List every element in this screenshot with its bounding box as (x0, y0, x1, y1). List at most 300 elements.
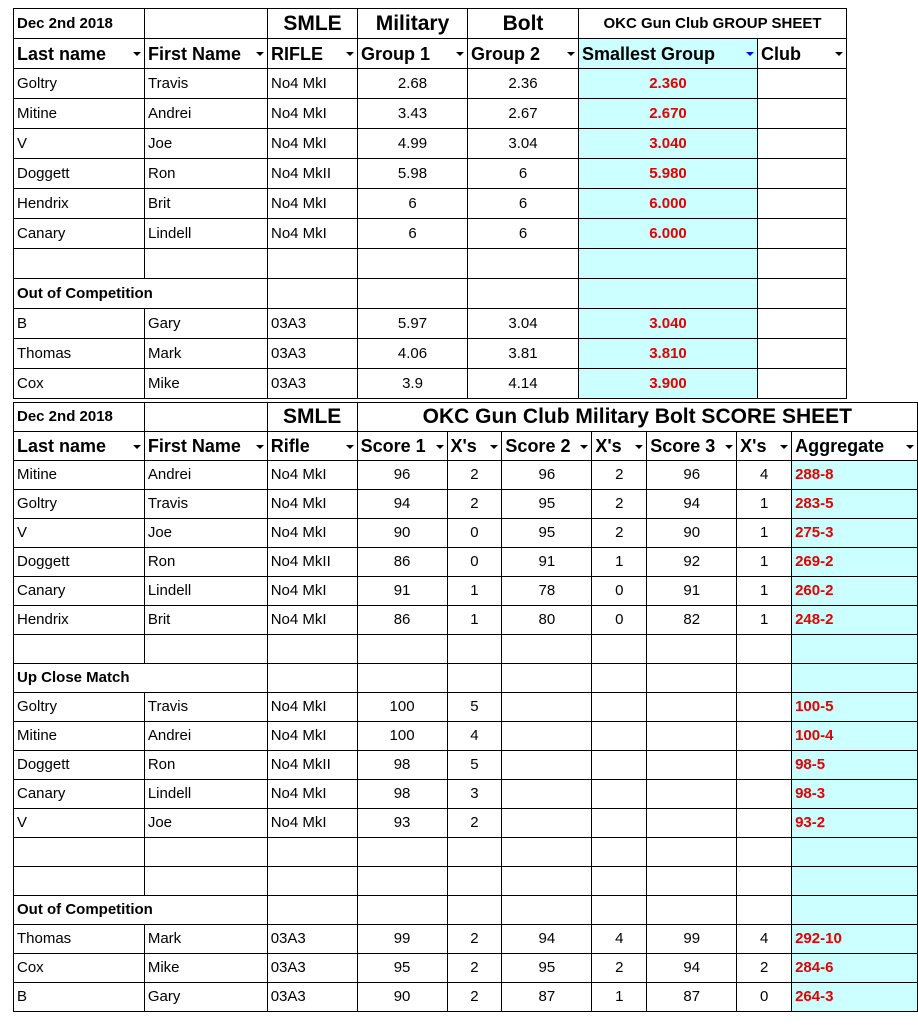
table-cell[interactable]: V (14, 809, 145, 838)
table-cell[interactable]: 288-8 (792, 461, 918, 490)
table-cell[interactable]: 95 (502, 954, 592, 983)
blank-cell[interactable] (357, 896, 447, 925)
table-cell[interactable]: 94 (357, 490, 447, 519)
filter-dropdown-icon[interactable] (344, 441, 355, 452)
table-cell[interactable]: 03A3 (267, 983, 357, 1012)
table-cell[interactable] (647, 809, 737, 838)
blank-cell[interactable] (267, 896, 357, 925)
table-cell[interactable]: Lindell (144, 577, 267, 606)
blank-cell[interactable] (502, 838, 592, 867)
table-cell[interactable]: 1 (592, 983, 647, 1012)
blank-cell[interactable] (737, 664, 792, 693)
blank-cell[interactable] (792, 867, 918, 896)
table-cell[interactable]: Joe (144, 519, 267, 548)
table-cell[interactable]: 5 (447, 693, 502, 722)
blank-cell[interactable] (647, 635, 737, 664)
column-header[interactable]: X's (737, 432, 792, 461)
table-cell[interactable]: 94 (647, 954, 737, 983)
table-cell[interactable] (502, 693, 592, 722)
table-cell[interactable]: 6 (468, 189, 579, 219)
blank-cell[interactable] (758, 279, 847, 309)
table-cell[interactable]: 4.99 (358, 129, 468, 159)
table-cell[interactable]: Mitine (14, 99, 145, 129)
table-cell[interactable]: Ron (145, 159, 268, 189)
table-cell[interactable]: No4 MkI (268, 189, 358, 219)
table-cell[interactable]: 98 (357, 780, 447, 809)
table-cell[interactable]: 95 (502, 490, 592, 519)
table-cell[interactable]: 87 (647, 983, 737, 1012)
table-cell[interactable] (502, 809, 592, 838)
blank-cell[interactable] (579, 279, 758, 309)
filter-dropdown-icon[interactable] (488, 441, 499, 452)
blank-cell[interactable] (592, 838, 647, 867)
table-cell[interactable] (758, 339, 847, 369)
table-cell[interactable]: 4 (447, 722, 502, 751)
table-cell[interactable]: Ron (144, 548, 267, 577)
table-cell[interactable]: 98-5 (792, 751, 918, 780)
table-cell[interactable]: 3.040 (579, 129, 758, 159)
table-cell[interactable]: B (14, 983, 145, 1012)
table-row (14, 577, 918, 606)
blank-cell[interactable] (145, 249, 268, 279)
table-cell[interactable]: No4 MkI (267, 606, 357, 635)
table-cell[interactable]: 03A3 (267, 954, 357, 983)
table-cell[interactable]: 1 (592, 548, 647, 577)
table-cell[interactable]: Andrei (144, 461, 267, 490)
table-cell[interactable]: 6.000 (579, 189, 758, 219)
table-cell[interactable]: 1 (447, 577, 502, 606)
column-header[interactable]: Group 2 (468, 39, 579, 69)
filter-dropdown-icon[interactable] (454, 48, 465, 59)
filter-dropdown-icon[interactable] (578, 441, 589, 452)
blank-cell[interactable] (468, 279, 579, 309)
table-cell[interactable] (737, 722, 792, 751)
table-cell[interactable]: 98-3 (792, 780, 918, 809)
table-cell[interactable]: 4 (592, 925, 647, 954)
blank-cell[interactable] (468, 249, 579, 279)
table-cell[interactable]: 0 (592, 577, 647, 606)
filter-dropdown-icon[interactable] (131, 441, 142, 452)
table-cell[interactable]: V (14, 129, 145, 159)
table-cell[interactable]: 2.670 (579, 99, 758, 129)
table-cell[interactable]: 3.04 (468, 129, 579, 159)
table-cell[interactable]: Travis (144, 693, 267, 722)
table-cell[interactable] (758, 99, 847, 129)
filter-dropdown-icon[interactable] (254, 48, 265, 59)
blank-cell[interactable] (447, 635, 502, 664)
table-cell[interactable]: 2 (592, 954, 647, 983)
table-cell[interactable] (758, 189, 847, 219)
table-cell[interactable] (592, 693, 647, 722)
table-cell[interactable]: Goltry (14, 490, 145, 519)
table-cell[interactable]: 5 (447, 751, 502, 780)
table-cell[interactable]: 4.06 (358, 339, 468, 369)
table-cell[interactable]: Canary (14, 577, 145, 606)
table-cell[interactable] (502, 722, 592, 751)
table-cell[interactable]: No4 MkI (267, 577, 357, 606)
table-cell[interactable]: Doggett (14, 159, 145, 189)
table-cell[interactable]: 86 (357, 606, 447, 635)
table-cell[interactable]: Travis (144, 490, 267, 519)
table-cell[interactable] (502, 780, 592, 809)
table-cell[interactable]: 03A3 (268, 339, 358, 369)
table-cell[interactable]: 275-3 (792, 519, 918, 548)
table-cell[interactable] (647, 693, 737, 722)
table-cell[interactable] (758, 69, 847, 99)
table-cell[interactable]: 91 (647, 577, 737, 606)
table-cell[interactable]: 292-10 (792, 925, 918, 954)
column-header[interactable]: Smallest Group (579, 39, 758, 69)
table-cell[interactable] (647, 780, 737, 809)
blank-cell[interactable] (758, 249, 847, 279)
blank-cell[interactable] (592, 896, 647, 925)
table-cell[interactable]: 2.68 (358, 69, 468, 99)
blank-cell[interactable] (592, 867, 647, 896)
blank-cell[interactable] (447, 664, 502, 693)
table-cell[interactable]: 1 (737, 519, 792, 548)
table-cell[interactable]: 91 (357, 577, 447, 606)
column-header[interactable]: Group 1 (358, 39, 468, 69)
blank-cell[interactable] (14, 867, 145, 896)
table-cell[interactable]: 260-2 (792, 577, 918, 606)
blank-cell[interactable] (737, 838, 792, 867)
filter-dropdown-icon[interactable] (344, 48, 355, 59)
table-cell[interactable]: Hendrix (14, 606, 145, 635)
blank-cell[interactable] (737, 896, 792, 925)
table-cell[interactable]: No4 MkI (268, 219, 358, 249)
column-header[interactable]: Score 2 (502, 432, 592, 461)
table-cell[interactable]: 03A3 (268, 369, 358, 399)
blank-cell[interactable] (357, 867, 447, 896)
table-cell[interactable]: Joe (145, 129, 268, 159)
table-cell[interactable]: 5.97 (358, 309, 468, 339)
blank-cell[interactable] (267, 867, 357, 896)
blank-cell[interactable] (144, 867, 267, 896)
blank-cell[interactable] (502, 896, 592, 925)
table-cell[interactable]: No4 MkI (267, 780, 357, 809)
table-cell[interactable]: Mike (144, 954, 267, 983)
table-cell[interactable]: Cox (14, 369, 145, 399)
blank-cell[interactable] (502, 664, 592, 693)
table-cell[interactable]: Canary (14, 780, 145, 809)
blank-cell[interactable] (737, 635, 792, 664)
column-header[interactable]: Rifle (267, 432, 357, 461)
table-cell[interactable]: 3.81 (468, 339, 579, 369)
table-cell[interactable]: Mitine (14, 722, 145, 751)
table-cell[interactable]: 87 (502, 983, 592, 1012)
table-cell[interactable]: Brit (144, 606, 267, 635)
table-cell[interactable]: 248-2 (792, 606, 918, 635)
table-cell[interactable]: 4 (737, 461, 792, 490)
table-cell[interactable]: Canary (14, 219, 145, 249)
blank-cell[interactable] (357, 635, 447, 664)
table-cell[interactable]: 0 (447, 519, 502, 548)
blank-cell[interactable] (647, 896, 737, 925)
table-cell[interactable]: No4 MkI (267, 519, 357, 548)
filter-dropdown-icon[interactable] (254, 441, 265, 452)
table-cell[interactable]: 2 (447, 954, 502, 983)
blank-cell[interactable] (579, 249, 758, 279)
table-cell[interactable]: 3.810 (579, 339, 758, 369)
table-cell[interactable]: 2 (447, 983, 502, 1012)
table-cell[interactable]: 2 (592, 519, 647, 548)
table-cell[interactable] (737, 809, 792, 838)
blank-cell[interactable] (647, 664, 737, 693)
table-cell[interactable]: 2 (592, 461, 647, 490)
blank-cell[interactable] (792, 838, 918, 867)
table-cell[interactable]: 284-6 (792, 954, 918, 983)
table-cell[interactable]: 95 (357, 954, 447, 983)
blank-cell[interactable] (267, 635, 357, 664)
blank-cell[interactable] (14, 838, 145, 867)
table-cell[interactable]: 6 (358, 189, 468, 219)
table-cell[interactable]: Andrei (145, 99, 268, 129)
table-cell[interactable]: No4 MkI (267, 490, 357, 519)
table-cell[interactable]: 90 (357, 519, 447, 548)
table-cell[interactable]: 94 (647, 490, 737, 519)
table-cell[interactable]: No4 MkII (268, 159, 358, 189)
table-cell[interactable] (758, 219, 847, 249)
table-cell[interactable]: 03A3 (268, 309, 358, 339)
table-cell[interactable]: Doggett (14, 751, 145, 780)
filter-dropdown-icon[interactable] (833, 48, 844, 59)
blank-cell[interactable] (358, 249, 468, 279)
blank-cell[interactable] (792, 896, 918, 925)
blank-cell[interactable] (447, 867, 502, 896)
column-header[interactable]: X's (447, 432, 502, 461)
table-cell[interactable]: Travis (145, 69, 268, 99)
blank-cell[interactable] (358, 279, 468, 309)
table-cell[interactable]: 4.14 (468, 369, 579, 399)
table-cell[interactable]: V (14, 519, 145, 548)
table-cell[interactable]: 86 (357, 548, 447, 577)
table-cell[interactable]: B (14, 309, 145, 339)
table-cell[interactable]: 1 (447, 606, 502, 635)
blank-cell[interactable] (592, 664, 647, 693)
column-header[interactable]: First Name (145, 39, 268, 69)
table-cell[interactable]: No4 MkII (267, 751, 357, 780)
table-cell[interactable]: 5.98 (358, 159, 468, 189)
table-row (14, 99, 847, 129)
table-cell[interactable]: 283-5 (792, 490, 918, 519)
column-header[interactable]: First Name (144, 432, 267, 461)
table-cell[interactable]: 3.9 (358, 369, 468, 399)
table-cell[interactable]: 96 (647, 461, 737, 490)
table-cell[interactable] (647, 751, 737, 780)
table-cell[interactable] (592, 809, 647, 838)
filter-dropdown-icon[interactable] (633, 441, 644, 452)
table-cell[interactable]: Gary (144, 983, 267, 1012)
blank-cell[interactable] (447, 838, 502, 867)
table-cell[interactable]: Hendrix (14, 189, 145, 219)
table-cell[interactable]: No4 MkI (267, 722, 357, 751)
filter-dropdown-icon[interactable] (744, 48, 755, 59)
table-cell[interactable]: 93 (357, 809, 447, 838)
table-cell[interactable] (737, 751, 792, 780)
table-cell[interactable]: 96 (357, 461, 447, 490)
filter-dropdown-icon[interactable] (904, 441, 915, 452)
column-header[interactable]: X's (592, 432, 647, 461)
column-header[interactable]: RIFLE (268, 39, 358, 69)
table-cell[interactable]: 99 (647, 925, 737, 954)
table-cell[interactable]: 3 (447, 780, 502, 809)
filter-dropdown-icon[interactable] (131, 48, 142, 59)
table-cell[interactable] (758, 309, 847, 339)
blank-cell[interactable] (737, 867, 792, 896)
table-cell[interactable]: No4 MkI (267, 461, 357, 490)
table-cell[interactable]: 90 (647, 519, 737, 548)
table-cell[interactable]: 2 (447, 925, 502, 954)
table-cell[interactable]: 90 (357, 983, 447, 1012)
table-cell[interactable]: Mike (145, 369, 268, 399)
blank-cell[interactable] (447, 896, 502, 925)
table-cell[interactable]: 98 (357, 751, 447, 780)
table-cell[interactable]: No4 MkI (268, 69, 358, 99)
table-cell[interactable]: Mark (145, 339, 268, 369)
blank-cell[interactable] (268, 249, 358, 279)
table-cell[interactable]: 5.980 (579, 159, 758, 189)
table-cell[interactable]: Ron (144, 751, 267, 780)
column-header[interactable]: Aggregate (792, 432, 918, 461)
table-cell[interactable]: 80 (502, 606, 592, 635)
table-cell[interactable]: 3.04 (468, 309, 579, 339)
table-cell[interactable]: 95 (502, 519, 592, 548)
table-cell[interactable]: Thomas (14, 925, 145, 954)
filter-dropdown-icon[interactable] (565, 48, 576, 59)
table-cell[interactable]: 2 (447, 461, 502, 490)
table-cell[interactable] (758, 129, 847, 159)
blank-cell[interactable] (792, 664, 918, 693)
table-cell[interactable]: Gary (145, 309, 268, 339)
table-cell[interactable]: 1 (737, 606, 792, 635)
table-cell[interactable]: 93-2 (792, 809, 918, 838)
table-cell[interactable] (758, 159, 847, 189)
table-cell[interactable]: Goltry (14, 69, 145, 99)
table-cell[interactable]: 2.67 (468, 99, 579, 129)
table-cell[interactable]: 1 (737, 548, 792, 577)
table-cell[interactable]: 100-5 (792, 693, 918, 722)
table-cell[interactable]: 4 (737, 925, 792, 954)
table-cell[interactable]: 2 (447, 490, 502, 519)
table-cell[interactable]: 2.36 (468, 69, 579, 99)
table-cell[interactable]: Brit (145, 189, 268, 219)
table-cell[interactable]: 91 (502, 548, 592, 577)
table-cell[interactable]: 96 (502, 461, 592, 490)
table-cell[interactable]: 2 (737, 954, 792, 983)
column-header[interactable]: Last name (14, 39, 145, 69)
table-cell[interactable]: 100 (357, 722, 447, 751)
table-cell[interactable]: Mitine (14, 461, 145, 490)
table-cell[interactable]: 03A3 (267, 925, 357, 954)
table-cell[interactable] (737, 780, 792, 809)
table-cell[interactable]: Cox (14, 954, 145, 983)
column-header[interactable]: Club (758, 39, 847, 69)
table-cell[interactable]: 269-2 (792, 548, 918, 577)
blank-cell[interactable] (357, 838, 447, 867)
table-cell[interactable] (502, 751, 592, 780)
table-cell[interactable] (758, 369, 847, 399)
blank-cell[interactable] (647, 867, 737, 896)
table-cell[interactable] (737, 693, 792, 722)
blank-cell[interactable] (647, 838, 737, 867)
table-cell[interactable]: Joe (144, 809, 267, 838)
table-row (14, 925, 918, 954)
table-row (14, 548, 918, 577)
filter-dropdown-icon[interactable] (434, 441, 445, 452)
blank-cell[interactable] (144, 635, 267, 664)
table-cell[interactable] (592, 780, 647, 809)
table-cell[interactable]: 94 (502, 925, 592, 954)
table-cell[interactable]: 3.43 (358, 99, 468, 129)
table-cell[interactable]: 6 (358, 219, 468, 249)
column-header[interactable]: Score 3 (647, 432, 737, 461)
table-cell[interactable]: No4 MkI (268, 129, 358, 159)
table-cell[interactable]: Lindell (145, 219, 268, 249)
table-cell[interactable]: Andrei (144, 722, 267, 751)
blank-cell[interactable] (357, 664, 447, 693)
table-cell[interactable] (592, 751, 647, 780)
filter-dropdown-icon[interactable] (778, 441, 789, 452)
table-cell[interactable]: 0 (592, 606, 647, 635)
table-cell[interactable]: 100 (357, 693, 447, 722)
table-cell[interactable] (647, 722, 737, 751)
column-header[interactable]: Score 1 (357, 432, 447, 461)
table-cell[interactable]: 0 (447, 548, 502, 577)
table-cell[interactable]: 264-3 (792, 983, 918, 1012)
blank-cell[interactable] (592, 635, 647, 664)
table-cell[interactable]: No4 MkII (267, 548, 357, 577)
table-cell[interactable]: 2.360 (579, 69, 758, 99)
blank-cell[interactable] (14, 249, 145, 279)
table-cell[interactable]: 2 (592, 490, 647, 519)
section-row (14, 279, 847, 309)
blank-cell[interactable] (14, 635, 145, 664)
table-cell[interactable]: No4 MkI (267, 693, 357, 722)
blank-cell[interactable] (502, 867, 592, 896)
table-cell[interactable]: 92 (647, 548, 737, 577)
table-cell[interactable]: 0 (737, 983, 792, 1012)
table-cell[interactable]: 78 (502, 577, 592, 606)
blank-cell[interactable] (792, 635, 918, 664)
table-cell[interactable]: 6 (468, 159, 579, 189)
table-cell[interactable]: Mark (144, 925, 267, 954)
table-cell[interactable]: 82 (647, 606, 737, 635)
table-cell[interactable]: 6 (468, 219, 579, 249)
table-cell[interactable]: Lindell (144, 780, 267, 809)
filter-dropdown-icon[interactable] (723, 441, 734, 452)
table-cell[interactable]: Goltry (14, 693, 145, 722)
table-cell[interactable]: 6.000 (579, 219, 758, 249)
table-cell[interactable]: 99 (357, 925, 447, 954)
table-cell[interactable]: 3.040 (579, 309, 758, 339)
table-cell[interactable]: 1 (737, 490, 792, 519)
blank-cell[interactable] (267, 664, 357, 693)
table-cell[interactable]: No4 MkI (267, 809, 357, 838)
column-header[interactable]: Last name (14, 432, 145, 461)
table-cell[interactable]: 100-4 (792, 722, 918, 751)
table-cell[interactable]: 1 (737, 577, 792, 606)
table-cell[interactable]: Doggett (14, 548, 145, 577)
blank-cell[interactable] (268, 279, 358, 309)
blank-cell[interactable] (144, 838, 267, 867)
table-cell[interactable]: No4 MkI (268, 99, 358, 129)
table-cell[interactable]: 2 (447, 809, 502, 838)
blank-cell[interactable] (267, 838, 357, 867)
blank-cell[interactable] (502, 635, 592, 664)
table-cell[interactable] (592, 722, 647, 751)
table-cell[interactable]: Thomas (14, 339, 145, 369)
table-cell[interactable]: 3.900 (579, 369, 758, 399)
